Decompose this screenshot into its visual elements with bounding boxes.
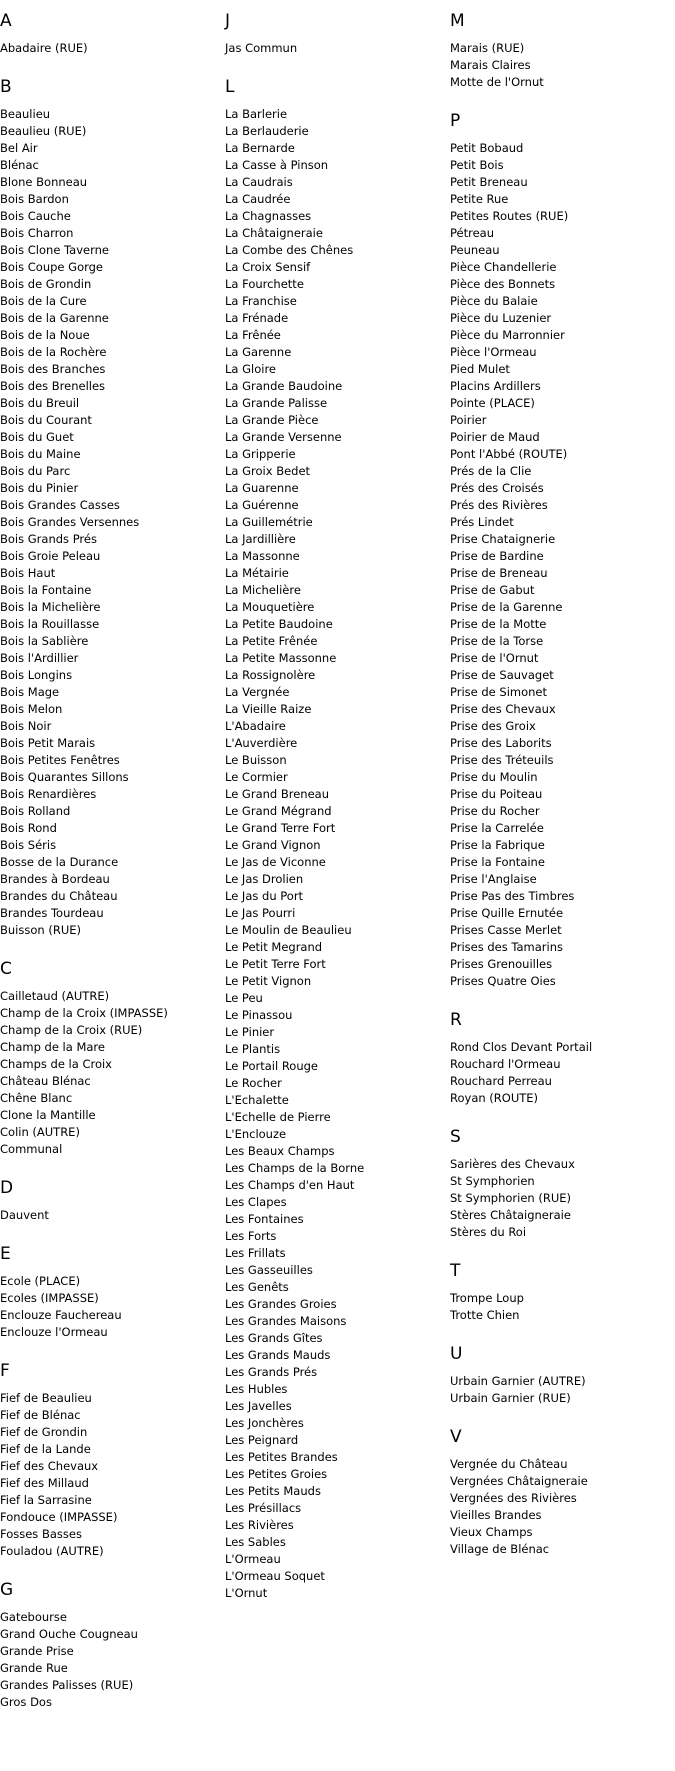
street-name: Les Grands Prés xyxy=(225,1365,318,1379)
street-name: Bois Clone Taverne xyxy=(0,243,109,257)
street-name: Les Grands Mauds xyxy=(225,1348,331,1362)
street-name: Les Petits Mauds xyxy=(225,1484,321,1498)
street-name: La Métairie xyxy=(225,566,289,580)
street-name: La Rossignolère xyxy=(225,668,316,682)
street-name: Bois la Fontaine xyxy=(0,583,92,597)
street-name: Fief la Sarrasine xyxy=(0,1493,92,1507)
street-name: Poirier xyxy=(450,413,487,427)
street-name: La Guarenne xyxy=(225,481,299,495)
street-name: Le Jas du Port xyxy=(225,889,304,903)
street-list xyxy=(0,1207,225,1224)
letter-heading: G xyxy=(0,1580,14,1600)
street-name: Bois Grandes Casses xyxy=(0,498,120,512)
street-name: Sarières des Chevaux xyxy=(450,1157,575,1171)
street-name: L'Ormeau Soquet xyxy=(225,1569,325,1583)
street-name: Prise la Fabrique xyxy=(450,838,545,852)
street-name: Bois la Sablière xyxy=(0,634,89,648)
street-name: Prises Casse Merlet xyxy=(450,923,562,937)
street-name: Cailletaud (AUTRE) xyxy=(0,989,110,1003)
street-name: Ecoles (IMPASSE) xyxy=(0,1291,99,1305)
street-list xyxy=(450,1456,675,1558)
street-name: Le Buisson xyxy=(225,753,287,767)
street-name: La Groix Bedet xyxy=(225,464,311,478)
street-name: Chêne Blanc xyxy=(0,1091,73,1105)
street-name: Bois du Courant xyxy=(0,413,92,427)
street-name: Fief des Chevaux xyxy=(0,1459,99,1473)
street-name: Village de Blénac xyxy=(450,1542,550,1556)
letter-heading: L xyxy=(225,77,235,97)
street-name: Les Champs d'en Haut xyxy=(225,1178,355,1192)
street-name: La Grande Pièce xyxy=(225,413,319,427)
street-name: Pièce du Luzenier xyxy=(450,311,552,325)
street-name: Prés des Croisés xyxy=(450,481,544,495)
street-name: Blénac xyxy=(0,158,39,172)
street-name: Les Frillats xyxy=(225,1246,286,1260)
street-name: Prise de Bardine xyxy=(450,549,544,563)
street-name: Pièce des Bonnets xyxy=(450,277,556,291)
street-name: Buisson (RUE) xyxy=(0,923,81,937)
street-name: Fief des Millaud xyxy=(0,1476,89,1490)
street-name: Prise de la Motte xyxy=(450,617,547,631)
street-name: Prise de l'Ornut xyxy=(450,651,539,665)
street-name: Bois Haut xyxy=(0,566,56,580)
street-name: Bois Melon xyxy=(0,702,63,716)
street-list xyxy=(450,1156,675,1241)
street-name: Bois la Michelière xyxy=(0,600,101,614)
street-list xyxy=(0,1609,225,1711)
street-name: Le Petit Terre Fort xyxy=(225,957,326,971)
street-name: Stères du Roi xyxy=(450,1225,527,1239)
street-name: Fosses Basses xyxy=(0,1527,82,1541)
street-name: Prise des Groix xyxy=(450,719,536,733)
street-name: Abadaire (RUE) xyxy=(0,41,88,55)
street-name: Urbain Garnier (RUE) xyxy=(450,1391,571,1405)
street-list xyxy=(0,1390,225,1560)
street-name: Fief de la Lande xyxy=(0,1442,91,1456)
street-name: La Petite Baudoine xyxy=(225,617,333,631)
street-name: Prés Lindet xyxy=(450,515,514,529)
street-name: Les Jonchères xyxy=(225,1416,304,1430)
street-name: Pièce l'Ormeau xyxy=(450,345,537,359)
street-name: St Symphorien (RUE) xyxy=(450,1191,571,1205)
street-name: Les Petites Groies xyxy=(225,1467,328,1481)
street-name: Prise du Moulin xyxy=(450,770,538,784)
street-name: St Symphorien xyxy=(450,1174,535,1188)
street-name: Les Forts xyxy=(225,1229,277,1243)
street-name: Prise de Simonet xyxy=(450,685,548,699)
street-name: La Mouquetière xyxy=(225,600,315,614)
street-name: Le Grand Mégrand xyxy=(225,804,332,818)
street-name: Les Champs de la Borne xyxy=(225,1161,365,1175)
letter-group xyxy=(0,1243,225,1341)
street-name: Bois de la Cure xyxy=(0,294,87,308)
street-name: L'Enclouze xyxy=(225,1127,287,1141)
street-name: Prise du Rocher xyxy=(450,804,540,818)
street-name: Beaulieu xyxy=(0,107,51,121)
street-list xyxy=(225,40,450,57)
street-name: Le Portail Rouge xyxy=(225,1059,318,1073)
street-name: Prise Quille Ernutée xyxy=(450,906,564,920)
letter-group xyxy=(225,10,450,57)
street-name: Le Grand Breneau xyxy=(225,787,330,801)
street-name: Bois des Brenelles xyxy=(0,379,106,393)
street-name: Prises des Tamarins xyxy=(450,940,564,954)
street-list xyxy=(0,106,225,939)
street-name: Rond Clos Devant Portail xyxy=(450,1040,593,1054)
street-name: Fief de Blénac xyxy=(0,1408,81,1422)
street-name: Les Petites Brandes xyxy=(225,1450,338,1464)
street-name: Champ de la Croix (RUE) xyxy=(0,1023,143,1037)
letter-heading: J xyxy=(225,11,231,31)
street-name: Pointe (PLACE) xyxy=(450,396,535,410)
street-name: Vergnées Châtaigneraie xyxy=(450,1474,588,1488)
street-name: La Frénade xyxy=(225,311,289,325)
street-name: Le Grand Terre Fort xyxy=(225,821,336,835)
letter-group xyxy=(450,1126,675,1241)
street-name: L'Auverdière xyxy=(225,736,298,750)
street-name: Bois Coupe Gorge xyxy=(0,260,104,274)
street-name: Les Peignard xyxy=(225,1433,299,1447)
street-name: Pièce du Balaie xyxy=(450,294,538,308)
street-name: Prés de la Clie xyxy=(450,464,532,478)
street-name: La Combe des Chênes xyxy=(225,243,354,257)
street-name: Les Gasseuilles xyxy=(225,1263,313,1277)
street-list xyxy=(450,140,675,990)
street-name: La Barlerie xyxy=(225,107,288,121)
street-name: Enclouze Fauchereau xyxy=(0,1308,122,1322)
letter-heading: M xyxy=(450,11,465,31)
street-name: Bois du Pinier xyxy=(0,481,79,495)
street-name: Les Grandes Maisons xyxy=(225,1314,347,1328)
street-name: Bois de Grondin xyxy=(0,277,92,291)
street-name: La Fourchette xyxy=(225,277,304,291)
street-name: La Guillemétrie xyxy=(225,515,313,529)
street-name: Petit Bobaud xyxy=(450,141,524,155)
street-name: La Grande Baudoine xyxy=(225,379,343,393)
street-name: La Berlauderie xyxy=(225,124,309,138)
street-name: Urbain Garnier (AUTRE) xyxy=(450,1374,586,1388)
street-name: Les Grandes Groies xyxy=(225,1297,337,1311)
street-name: Vergnée du Château xyxy=(450,1457,568,1471)
street-name: Bois Rond xyxy=(0,821,57,835)
letter-heading: E xyxy=(0,1244,11,1264)
street-name: Le Plantis xyxy=(225,1042,281,1056)
street-name: Enclouze l'Ormeau xyxy=(0,1325,108,1339)
street-name: Trotte Chien xyxy=(450,1308,520,1322)
street-name: Prise des Chevaux xyxy=(450,702,556,716)
street-name: Grand Ouche Cougneau xyxy=(0,1627,138,1641)
street-name: Gatebourse xyxy=(0,1610,67,1624)
street-name: Stères Châtaigneraie xyxy=(450,1208,571,1222)
street-name: Petit Breneau xyxy=(450,175,528,189)
street-name: Les Clapes xyxy=(225,1195,287,1209)
letter-heading: V xyxy=(450,1427,462,1447)
street-name: La Châtaigneraie xyxy=(225,226,323,240)
street-name: Les Genêts xyxy=(225,1280,289,1294)
street-list xyxy=(0,988,225,1158)
street-name: Dauvent xyxy=(0,1208,49,1222)
street-name: Bosse de la Durance xyxy=(0,855,119,869)
street-name: La Petite Massonne xyxy=(225,651,337,665)
street-name: La Gloire xyxy=(225,362,276,376)
letter-heading: P xyxy=(450,111,461,131)
street-name: Pièce du Marronnier xyxy=(450,328,565,342)
street-name: Les Présillacs xyxy=(225,1501,302,1515)
street-name: La Guérenne xyxy=(225,498,299,512)
street-name: Le Rocher xyxy=(225,1076,282,1090)
letter-group xyxy=(450,110,675,990)
street-name: La Gripperie xyxy=(225,447,296,461)
street-name: La Frênée xyxy=(225,328,281,342)
street-name: La Grande Versenne xyxy=(225,430,342,444)
street-name: Le Jas Pourri xyxy=(225,906,296,920)
street-name: Bois Charron xyxy=(0,226,74,240)
street-name: La Casse à Pinson xyxy=(225,158,329,172)
street-name: Fief de Grondin xyxy=(0,1425,88,1439)
street-name: Brandes du Château xyxy=(0,889,118,903)
street-name: Ecole (PLACE) xyxy=(0,1274,81,1288)
street-name: Bois Petites Fenêtres xyxy=(0,753,120,767)
street-name: Bois du Maine xyxy=(0,447,81,461)
letter-group xyxy=(225,76,450,1602)
street-name: Fouladou (AUTRE) xyxy=(0,1544,104,1558)
street-name: Bois de la Garenne xyxy=(0,311,109,325)
street-name: Pied Mulet xyxy=(450,362,510,376)
street-name: Communal xyxy=(0,1142,63,1156)
index-column-2 xyxy=(225,10,450,1621)
street-name: Vergnées des Rivières xyxy=(450,1491,577,1505)
street-name: La Chagnasses xyxy=(225,209,312,223)
street-name: Prise du Poiteau xyxy=(450,787,543,801)
letter-heading: A xyxy=(0,11,12,31)
street-name: Les Rivières xyxy=(225,1518,294,1532)
street-name: Prises Grenouilles xyxy=(450,957,553,971)
letter-group xyxy=(0,958,225,1158)
street-list xyxy=(225,106,450,1602)
street-name: Bois Noir xyxy=(0,719,52,733)
street-name: Bois Longins xyxy=(0,668,73,682)
street-name: Bois du Parc xyxy=(0,464,71,478)
street-name: La Massonne xyxy=(225,549,300,563)
street-name: Fondouce (IMPASSE) xyxy=(0,1510,118,1524)
street-name: Motte de l'Ornut xyxy=(450,75,544,89)
street-name: Marais Claires xyxy=(450,58,531,72)
street-name: Vieux Champs xyxy=(450,1525,533,1539)
street-list xyxy=(450,1039,675,1107)
street-name: Rouchard l'Ormeau xyxy=(450,1057,561,1071)
letter-heading: T xyxy=(450,1261,461,1281)
street-name: Les Javelles xyxy=(225,1399,292,1413)
street-name: Placins Ardillers xyxy=(450,379,541,393)
street-name: La Franchise xyxy=(225,294,297,308)
street-name: Prise de Gabut xyxy=(450,583,535,597)
street-name: Les Beaux Champs xyxy=(225,1144,335,1158)
street-name: Bois du Breuil xyxy=(0,396,80,410)
street-name: Bois de la Noue xyxy=(0,328,90,342)
street-name: L'Abadaire xyxy=(225,719,286,733)
street-name: Le Cormier xyxy=(225,770,288,784)
street-name: Rouchard Perreau xyxy=(450,1074,552,1088)
street-name: Prés des Rivières xyxy=(450,498,548,512)
street-name: Prise des Laborits xyxy=(450,736,552,750)
letter-heading: B xyxy=(0,77,12,97)
index-column-1 xyxy=(0,10,225,1730)
street-name: Pétreau xyxy=(450,226,494,240)
street-name: Bois Renardières xyxy=(0,787,97,801)
street-name: La Grande Palisse xyxy=(225,396,328,410)
street-name: Le Pinier xyxy=(225,1025,275,1039)
street-name: Petite Rue xyxy=(450,192,509,206)
street-name: Prise de Sauvaget xyxy=(450,668,554,682)
street-name: Le Pinassou xyxy=(225,1008,293,1022)
street-name: Les Grands Gîtes xyxy=(225,1331,323,1345)
street-name: Bel Air xyxy=(0,141,38,155)
street-name: L'Echelle de Pierre xyxy=(225,1110,331,1124)
street-name: Le Jas Drolien xyxy=(225,872,304,886)
letter-group xyxy=(0,76,225,939)
street-name: L'Ornut xyxy=(225,1586,268,1600)
letter-group xyxy=(450,1260,675,1324)
street-name: Château Blénac xyxy=(0,1074,91,1088)
street-name: Bois Petit Marais xyxy=(0,736,96,750)
letter-group xyxy=(0,1360,225,1560)
street-name: Bois Rolland xyxy=(0,804,71,818)
street-name: Le Moulin de Beaulieu xyxy=(225,923,352,937)
street-name: La Garenne xyxy=(225,345,292,359)
street-name: La Vergnée xyxy=(225,685,290,699)
street-name: Le Peu xyxy=(225,991,263,1005)
street-name: Vieilles Brandes xyxy=(450,1508,542,1522)
street-name: La Michelière xyxy=(225,583,301,597)
street-name: La Caudrais xyxy=(225,175,293,189)
street-name: Bois Cauche xyxy=(0,209,71,223)
street-name: Pont l'Abbé (ROUTE) xyxy=(450,447,568,461)
street-name: Grande Rue xyxy=(0,1661,68,1675)
letter-group xyxy=(0,1579,225,1711)
street-name: La Croix Sensif xyxy=(225,260,311,274)
street-name: Grande Prise xyxy=(0,1644,74,1658)
letter-group xyxy=(0,1177,225,1224)
street-name: Bois de la Rochère xyxy=(0,345,107,359)
letter-heading: D xyxy=(0,1178,14,1198)
street-name: Jas Commun xyxy=(225,41,298,55)
street-name: Bois du Guet xyxy=(0,430,74,444)
street-list xyxy=(450,1373,675,1407)
street-list xyxy=(450,40,675,91)
street-name: Champ de la Mare xyxy=(0,1040,105,1054)
street-name: Bois Mage xyxy=(0,685,60,699)
letter-group xyxy=(450,1009,675,1107)
street-name: Bois Séris xyxy=(0,838,57,852)
letter-group xyxy=(0,10,225,57)
street-name: Brandes Tourdeau xyxy=(0,906,104,920)
street-name: La Caudrée xyxy=(225,192,291,206)
street-name: Bois Bardon xyxy=(0,192,69,206)
street-name: Prises Quatre Oies xyxy=(450,974,556,988)
street-name: Grandes Palisses (RUE) xyxy=(0,1678,134,1692)
street-name: Bois des Branches xyxy=(0,362,106,376)
letter-group xyxy=(450,1426,675,1558)
letter-group xyxy=(450,10,675,91)
street-name: Blone Bonneau xyxy=(0,175,88,189)
street-name: Champs de la Croix xyxy=(0,1057,112,1071)
street-name: Les Sables xyxy=(225,1535,286,1549)
street-name: Prise Chataignerie xyxy=(450,532,556,546)
street-name: Prise la Carrelée xyxy=(450,821,544,835)
street-name: Prise de la Garenne xyxy=(450,600,563,614)
street-name: Les Hubles xyxy=(225,1382,288,1396)
street-name: Petites Routes (RUE) xyxy=(450,209,569,223)
street-name: Petit Bois xyxy=(450,158,504,172)
street-name: Trompe Loup xyxy=(450,1291,524,1305)
street-name: Prise Pas des Timbres xyxy=(450,889,575,903)
street-name: La Bernarde xyxy=(225,141,295,155)
street-list xyxy=(0,40,225,57)
letter-heading: C xyxy=(0,959,12,979)
letter-group xyxy=(450,1343,675,1407)
street-name: Colin (AUTRE) xyxy=(0,1125,80,1139)
street-name: L'Ormeau xyxy=(225,1552,281,1566)
letter-heading: S xyxy=(450,1127,461,1147)
street-name: Prise la Fontaine xyxy=(450,855,545,869)
street-name: Prise des Tréteuils xyxy=(450,753,554,767)
street-name: Le Jas de Viconne xyxy=(225,855,326,869)
street-name: Prise de la Torse xyxy=(450,634,544,648)
street-list xyxy=(0,1273,225,1341)
street-name: Brandes à Bordeau xyxy=(0,872,110,886)
street-name: Poirier de Maud xyxy=(450,430,540,444)
street-name: Marais (RUE) xyxy=(450,41,525,55)
index-column-3 xyxy=(450,10,675,1577)
street-name: Champ de la Croix (IMPASSE) xyxy=(0,1006,168,1020)
letter-heading: U xyxy=(450,1344,463,1364)
street-name: Clone la Mantille xyxy=(0,1108,96,1122)
street-name: La Jardillière xyxy=(225,532,296,546)
street-name: Bois Grandes Versennes xyxy=(0,515,140,529)
street-name: Le Petit Vignon xyxy=(225,974,312,988)
street-name: Prise l'Anglaise xyxy=(450,872,537,886)
street-name: La Petite Frênée xyxy=(225,634,318,648)
letter-heading: F xyxy=(0,1361,10,1381)
street-name: Bois Groie Peleau xyxy=(0,549,101,563)
street-name: Pièce Chandellerie xyxy=(450,260,557,274)
street-name: Bois Quarantes Sillons xyxy=(0,770,129,784)
street-name: Prise de Breneau xyxy=(450,566,548,580)
street-name: Gros Dos xyxy=(0,1695,52,1709)
letter-heading: R xyxy=(450,1010,462,1030)
street-name: Peuneau xyxy=(450,243,500,257)
street-name: L'Echalette xyxy=(225,1093,289,1107)
street-name: Beaulieu (RUE) xyxy=(0,124,87,138)
street-name: Royan (ROUTE) xyxy=(450,1091,539,1105)
street-name: Bois la Rouillasse xyxy=(0,617,100,631)
street-name: Bois l'Ardillier xyxy=(0,651,79,665)
street-list xyxy=(450,1290,675,1324)
street-name: Le Petit Megrand xyxy=(225,940,323,954)
street-name: Fief de Beaulieu xyxy=(0,1391,92,1405)
street-name: Le Grand Vignon xyxy=(225,838,321,852)
street-name: Bois Grands Prés xyxy=(0,532,97,546)
street-name: La Vieille Raize xyxy=(225,702,312,716)
street-name: Les Fontaines xyxy=(225,1212,304,1226)
